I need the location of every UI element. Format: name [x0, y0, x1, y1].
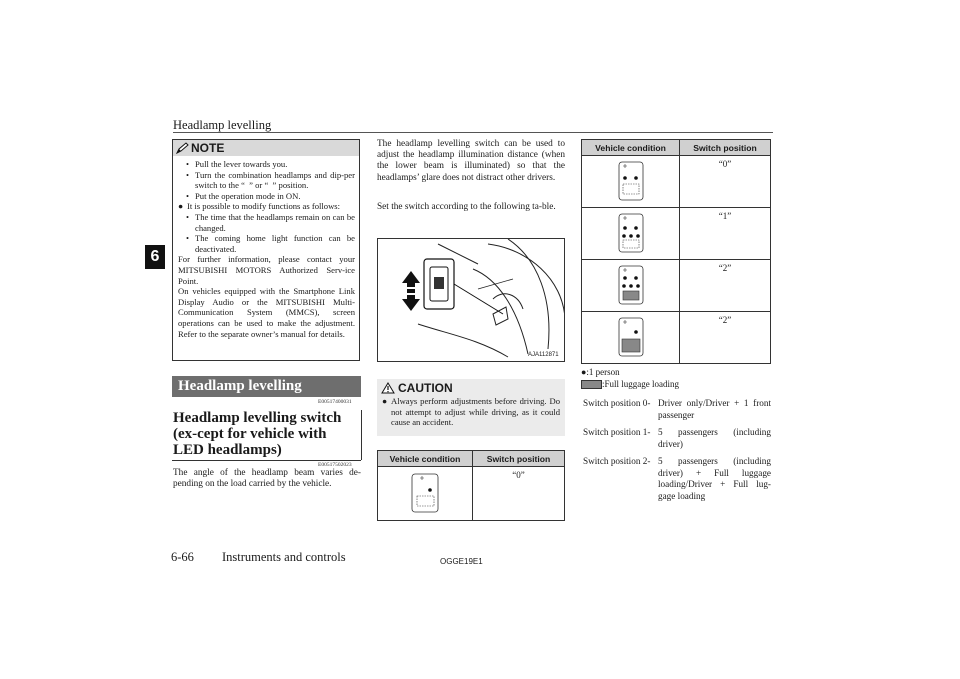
note-label: NOTE: [191, 141, 225, 155]
col2-paragraph: Set the switch according to the following ta-ble.: [377, 202, 556, 212]
vehicle-condition-cell: [582, 208, 680, 260]
switch-entry: Switch position 0- Driver only/Driver + 1 front passenger: [583, 398, 771, 420]
table-header-row: [582, 140, 771, 156]
note-box: [172, 139, 360, 361]
switch-position-cell: “1”: [680, 208, 771, 260]
running-header: Headlamp levelling: [173, 118, 272, 132]
note-bullet: • Turn the combination headlamps and dip-per switch to the “ ” or “ ” position.: [186, 169, 355, 191]
vehicle-diagram: [618, 317, 644, 357]
heading-side-rule: [357, 410, 362, 460]
vehicle-diagram: [410, 473, 440, 513]
note-header: [173, 140, 359, 156]
vehicle-condition-cell: [378, 467, 473, 521]
table-row: [582, 312, 771, 364]
switch-illustration: [377, 238, 565, 362]
chapter-tab: 6: [145, 245, 165, 269]
switch-position-cell: “0”: [680, 156, 771, 208]
column-header: Switch position: [473, 451, 565, 467]
table-row: [582, 260, 771, 312]
luggage-swatch: [581, 380, 602, 389]
legend-person: ●:1 person: [581, 367, 620, 377]
note-para: On vehicles equipped with the Smartphone Link Display Audio or the MITSUBISHI Multi-Communication System (MMCS), screen operations can be used to make the adjustment. Refer to the separate owner’s manual for details.: [178, 286, 355, 339]
vehicle-condition-cell: [582, 156, 680, 208]
vehicle-condition-cell: [582, 312, 680, 364]
table-row: [582, 156, 771, 208]
column-header: Vehicle condition: [582, 140, 680, 156]
switch-position-cell: “0”: [473, 467, 565, 521]
note-pencil-icon: [176, 142, 189, 154]
position-table: [581, 139, 771, 364]
dashboard-switch-drawing: [378, 239, 565, 362]
caution-item: ● Always perform adjustments before driving. Do not attempt to adjust while driving, as it could cause an accident.: [382, 396, 560, 428]
table-row: [378, 467, 565, 521]
subsection-heading: Headlamp levelling switch (ex-cept for vehicle with LED headlamps): [173, 410, 342, 458]
vehicle-condition-cell: [582, 260, 680, 312]
vehicle-diagram: [618, 213, 644, 253]
doc-code: OGGE19E1: [440, 557, 483, 566]
column-header: Switch position: [680, 140, 771, 156]
subsection-id: E00517502023: [318, 462, 352, 468]
note-bullet: • Put the operation mode in ON.: [186, 190, 301, 201]
page-number: 6-66: [171, 550, 194, 564]
note-sub-list: [178, 212, 355, 254]
note-bullet: • The coming home light function can be deactivated.: [186, 233, 355, 254]
vehicle-diagram: [618, 265, 644, 305]
note-sub-list: [178, 159, 355, 201]
table-header-row: [378, 451, 565, 467]
switch-position-cell: “2”: [680, 260, 771, 312]
chapter-title: Instruments and controls: [222, 550, 346, 564]
note-para: For further information, please contact your MITSUBISHI MOTORS Authorized Serv-ice Point.: [178, 254, 355, 286]
table-row: [582, 208, 771, 260]
col2-paragraph: The headlamp levelling switch can be used to adjust the headlamp illumination distance (when the lower beam is illuminated) so that the headlamps’ glare does not distract other drivers.: [377, 139, 565, 183]
switch-entry: Switch position 2- 5 passengers (including driver) + Full luggage loading/Driver + Full lug-gage loading: [583, 456, 771, 501]
vehicle-diagram: [618, 161, 644, 201]
small-table: [377, 450, 565, 521]
caution-box: [377, 379, 565, 436]
section-id: E00517400031: [318, 399, 352, 405]
caution-header: [377, 379, 565, 396]
note-bullet: • The time that the headlamps remain on can be changed.: [186, 211, 355, 233]
figure-code: AJA112871: [528, 352, 559, 358]
caution-label: CAUTION: [398, 380, 453, 395]
legend-luggage: [581, 379, 679, 389]
switch-list: [583, 398, 771, 502]
switch-entry: Switch position 1- 5 passengers (including driver): [583, 427, 771, 449]
warning-triangle-icon: [381, 382, 395, 394]
note-bullet: • Pull the lever towards you.: [186, 159, 288, 169]
note-item: ● It is possible to modify functions as follows:: [178, 201, 341, 212]
header-rule: [173, 132, 773, 133]
note-body: [173, 156, 359, 339]
legend-luggage-text: :Full luggage loading: [602, 379, 679, 389]
heading-underline: [172, 460, 361, 461]
switch-position-cell: “2”: [680, 312, 771, 364]
column-header: Vehicle condition: [378, 451, 473, 467]
intro-paragraph: The angle of the headlamp beam varies de-pending on the load carried by the vehicle.: [173, 468, 361, 490]
section-heading: Headlamp levelling: [172, 376, 361, 397]
